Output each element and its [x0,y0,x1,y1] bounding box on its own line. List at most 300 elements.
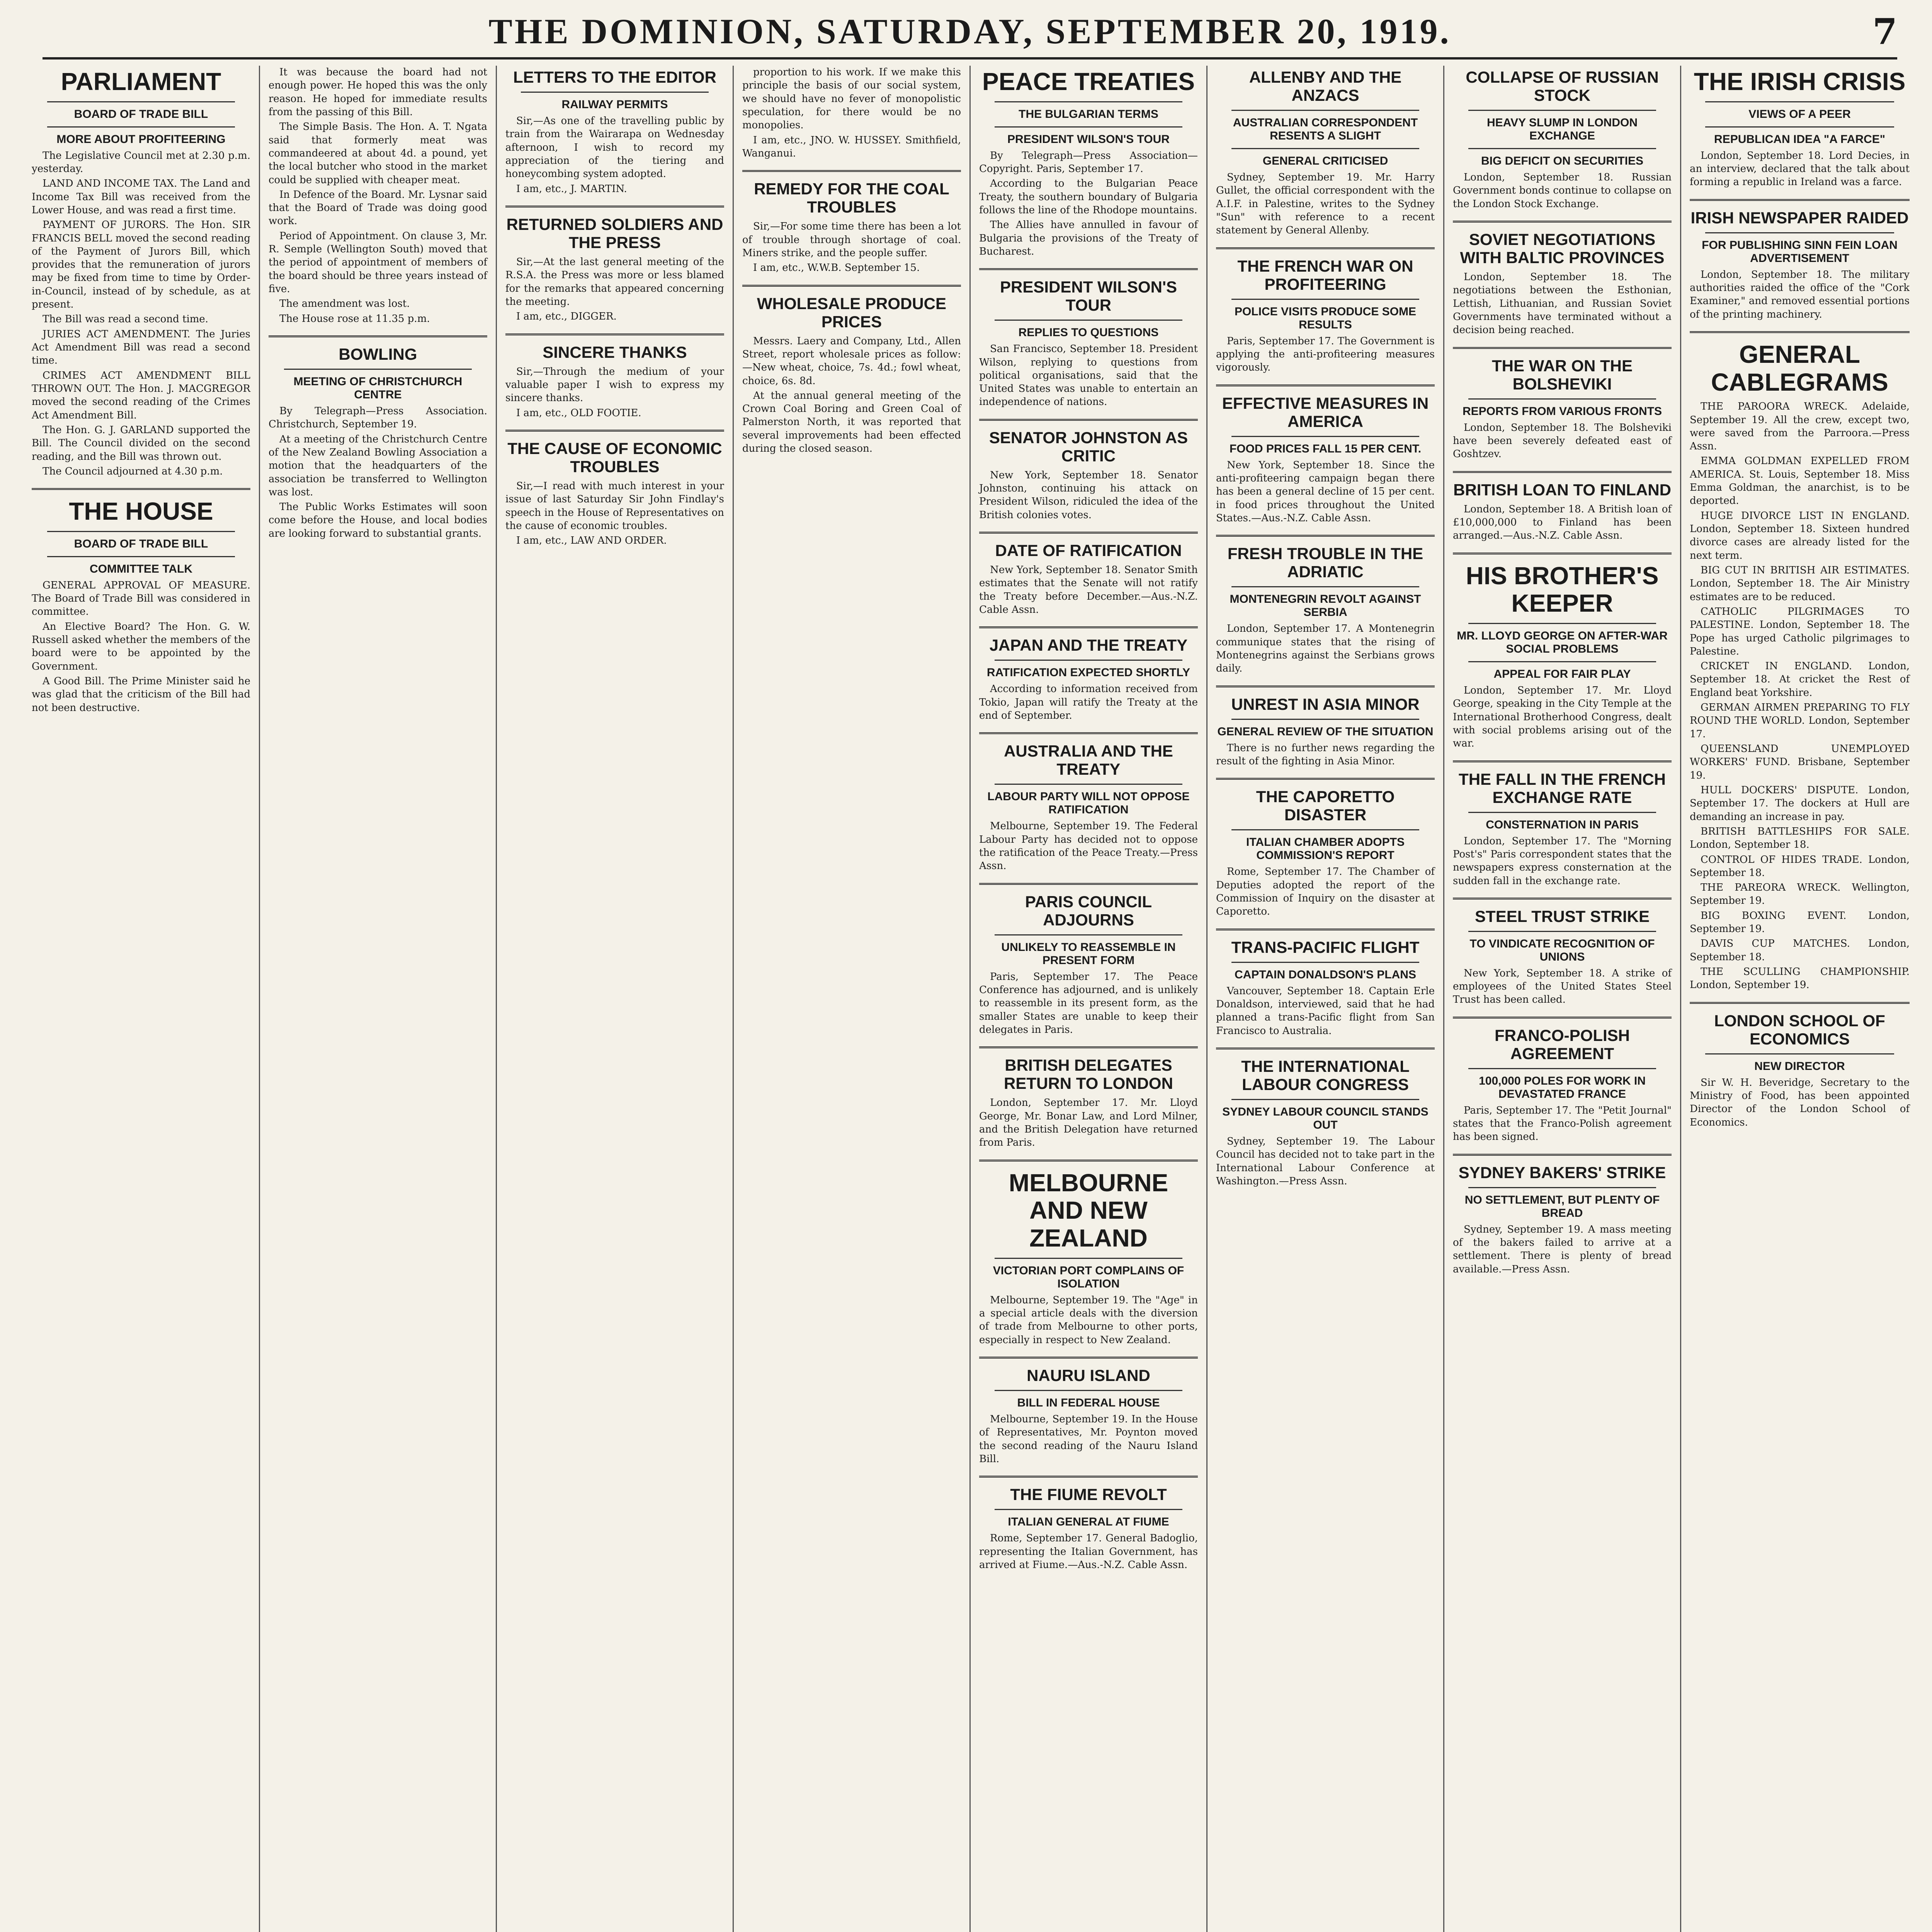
paragraph: New York, September 18. Senator Johnston, continuing his attack on President Wilson, ridiculed the idea of the British colonies votes. [979,469,1198,521]
article-headline: FRANCO-POLISH AGREEMENT [1495,1026,1630,1063]
headline-rule [1231,299,1419,300]
article-headline: FRESH TROUBLE IN THE ADRIATIC [1227,544,1423,581]
separator-rule [1453,553,1672,554]
article-subhead: HEAVY SLUMP IN LONDON EXCHANGE [1486,116,1638,143]
article-headline: STEEL TRUST STRIKE [1475,907,1650,925]
paragraph: London, September 18. Russian Government bonds continue to collapse on the London Stock Exchange. [1453,172,1672,210]
separator-rule [1453,221,1672,223]
headline-rule [284,369,472,370]
separator-rule [979,419,1198,421]
article-body [979,563,1198,616]
paragraph: QUEENSLAND UNEMPLOYED WORKERS' FUND. Brisbane, September 19. [1690,743,1910,781]
separator-rule [979,732,1198,734]
article-body [505,365,724,420]
paragraph: London, September 17. A Montenegrin communique states that the rising of Montenegrins against the Serbians grows daily. [1216,623,1435,675]
article-body [979,820,1198,872]
article-body [32,149,250,478]
paragraph: CONTROL OF HIDES TRADE. London, September 18. [1690,854,1910,879]
paragraph: New York, September 18. A strike of employees of the United States Steel Trust has been called. [1453,967,1672,1006]
paragraph: Sir,—Through the medium of your valuable paper I wish to express my sincere thanks. [505,366,724,404]
article-body [505,255,724,323]
headline-rule [47,101,235,102]
paragraph: I am, etc., LAW AND ORDER. [516,535,667,547]
article-body [1216,171,1435,237]
article [1216,1048,1435,1188]
paragraph: Sydney, September 19. A mass meeting of the bakers failed to arrive at a settlement. There is plenty of bread available.—Press Assn. [1453,1223,1672,1275]
headline-rule [47,126,235,128]
headline-rule [1231,719,1419,720]
article [979,532,1198,616]
article-subhead: POLICE VISITS PRODUCE SOME RESULTS [1234,305,1417,331]
article-subhead: MONTENEGRIN REVOLT AGAINST SERBIA [1230,593,1421,619]
headline-rule [995,1390,1182,1391]
article-headline: DATE OF RATIFICATION [995,541,1182,560]
paragraph: BRITISH BATTLESHIPS FOR SALE. London, September 18. [1690,825,1910,851]
article-headline: THE FIUME REVOLT [1010,1485,1167,1504]
column-8 [1681,66,1918,1932]
article-subhead: RAILWAY PERMITS [561,98,668,111]
article [1453,471,1672,543]
paragraph: There is no further news regarding the result of the fighting in Asia Minor. [1216,742,1435,767]
paragraph: London, September 17. The "Morning Post's" Paris correspondent states that the newspapers express consternation at the sudden fall in the exchange rate. [1453,835,1672,887]
paragraph: Sir,—For some time there has been a lot of trouble through shortage of coal. Miners strike, and the people suffer. [742,221,961,259]
separator-rule [979,1476,1198,1478]
article-headline: THE IRISH CRISIS [1694,68,1906,95]
paragraph: Paris, September 17. The "Petit Journal" states that the Franco-Polish agreement has been signed. [1453,1104,1672,1143]
column-5 [971,66,1208,1932]
paragraph: London, September 17. Mr. Lloyd George, speaking in the City Temple at the International Brotherhood Congress, dealt with social problems arising out of the war. [1453,684,1672,750]
article-body [1453,835,1672,888]
article-body [505,114,724,196]
headline-rule [995,101,1182,102]
separator-rule [742,170,961,172]
article [1453,1017,1672,1144]
column-4 [734,66,971,1932]
article-body [742,335,961,456]
separator-rule [1453,471,1672,473]
article [32,488,250,714]
paragraph: I am, etc., W.W.B. September 15. [753,262,920,274]
article [1216,778,1435,918]
paragraph: HULL DOCKERS' DISPUTE. London, September 17. The dockers at Hull are demanding an increase in pay. [1690,784,1910,823]
article-subhead: COMMITTEE TALK [89,562,193,575]
separator-rule [742,285,961,287]
article-headline: COLLAPSE OF RUSSIAN STOCK [1466,68,1659,105]
headline-rule [995,934,1182,935]
article [979,419,1198,522]
paragraph: London, September 17. Mr. Lloyd George, Mr. Bonar Law, and Lord Milner, and the British Delegation have returned from Paris. [979,1097,1198,1149]
article-headline: ALLENBY AND THE ANZACS [1249,68,1402,105]
separator-rule [32,488,250,490]
article-body [1453,503,1672,543]
headline-rule [47,531,235,532]
article-body [1216,459,1435,525]
article [979,68,1198,258]
paragraph: According to the Bulgarian Peace Treaty, the southern boundary of Bulgaria follows the line of the Rhodope mountains. [979,178,1198,216]
article-body [979,1096,1198,1149]
headline-rule [995,126,1182,128]
article [1453,68,1672,211]
article-body [979,149,1198,259]
paragraph: Sir,—As one of the travelling public by train from the Wairarapa on Wednesday afternoon, I wish to record my appreciation of the tiering and honeycombing system adopted. [505,115,724,180]
paragraph: By Telegraph—Press Association—Copyright. Paris, September 17. [979,150,1198,175]
paragraph: Sir,—I read with much interest in your issue of last Saturday Sir John Findlay's speech in the House of Representatives on the cause of economic troubles. [505,480,724,532]
article-body [505,480,724,548]
article-subhead: THE BULGARIAN TERMS [1019,107,1158,121]
article-subhead: FOOD PRICES FALL 15 PER CENT. [1229,442,1422,455]
article [505,333,724,420]
article-subhead: PRESIDENT WILSON'S TOUR [1007,133,1170,146]
article [979,1160,1198,1347]
paragraph: San Francisco, September 18. President Wilson, replying to questions from political organisations, said that the United States was unable to entertain an independence of nations. [979,343,1198,408]
article [979,883,1198,1037]
paragraph: HUGE DIVORCE LIST IN ENGLAND. London, September 18. Sixteen hundred divorce cases are already listed for the next term. [1690,510,1910,561]
separator-rule [979,1046,1198,1048]
paragraph: The Hon. G. J. GARLAND supported the Bill. The Council divided on the second reading, and the Bill was thrown out. [32,424,250,463]
article-subhead: REPORTS FROM VARIOUS FRONTS [1462,405,1662,418]
article-headline: THE CAPORETTO DISASTER [1256,787,1395,824]
paragraph: The amendment was lost. [279,298,410,310]
article-body [1216,742,1435,768]
article-body [1690,268,1910,321]
article-subhead: ITALIAN CHAMBER ADOPTS COMMISSION'S REPORT [1246,836,1405,862]
article-subhead: MORE ABOUT PROFITEERING [56,133,226,146]
column-1 [23,66,260,1932]
separator-rule [1453,1017,1672,1019]
page-number: 7 [1872,11,1897,53]
article-subhead: UNLIKELY TO REASSEMBLE IN PRESENT FORM [1001,940,1176,967]
separator-rule [505,430,724,432]
headline-rule [995,1509,1182,1510]
article-body [979,469,1198,522]
headline-rule [1231,962,1419,963]
paragraph: Vancouver, September 18. Captain Erle Donaldson, interviewed, said that he had planned a trans-Pacific flight from San Francisco to Australia. [1216,985,1435,1037]
separator-rule [505,333,724,335]
article [742,285,961,456]
article-body [1453,421,1672,461]
separator-rule [1690,331,1910,333]
article-body [1216,865,1435,918]
headline-rule [1468,931,1656,932]
paragraph: London, September 18. Lord Decies, in an interview, declared that the talk about forming a republic in Ireland was a farce. [1690,150,1910,188]
article-body [1690,400,1910,992]
article [979,1046,1198,1149]
separator-rule [1453,1154,1672,1156]
article [1216,685,1435,768]
paragraph: An Elective Board? The Hon. G. W. Russell asked whether the members of the board were to be appointed by the Government. [32,621,250,672]
separator-rule [979,268,1198,270]
article-body [979,970,1198,1037]
article [1453,898,1672,1007]
separator-rule [979,1160,1198,1162]
headline-rule [1705,101,1894,102]
article [1216,247,1435,374]
article [1690,199,1910,321]
separator-rule [979,532,1198,534]
paragraph: London, September 18. A British loan of £10,000,000 to Finland has been arranged.—Aus.-N.Z. Cable Assn. [1453,503,1672,542]
separator-rule [1453,898,1672,900]
article-body [269,66,487,325]
headline-rule [995,320,1182,321]
article-headline: JAPAN AND THE TREATY [989,636,1188,655]
separator-rule [505,206,724,207]
column-7 [1444,66,1681,1932]
headline-rule [1468,110,1656,111]
article-body [979,682,1198,722]
article-body [1216,622,1435,675]
paragraph: DAVIS CUP MATCHES. London, September 18. [1690,938,1910,963]
article-headline: BOWLING [338,345,417,363]
separator-rule [1216,535,1435,537]
paragraph: New York, September 18. Since the anti-profiteering campaign began there has been a general decline of 15 per cent. in food prices throughout the United States.—Aus.-N.Z. Cable Assn. [1216,459,1435,524]
separator-rule [1690,199,1910,201]
article [505,68,724,196]
separator-rule [1453,760,1672,762]
article-body [32,579,250,714]
article-body [742,220,961,274]
paragraph: The Allies have annulled in favour of Bulgaria the provisions of the Treaty of Bucharest. [979,219,1198,257]
article [1216,68,1435,237]
headline-rule [1231,586,1419,587]
article-subhead: MEETING OF CHRISTCHURCH CENTRE [293,375,463,401]
separator-rule [1690,1002,1910,1004]
article-body [1453,270,1672,337]
article-headline: LONDON SCHOOL OF ECONOMICS [1714,1011,1885,1048]
article [979,732,1198,872]
headline-rule [1705,126,1894,128]
separator-rule [1216,247,1435,249]
article [979,1476,1198,1571]
article-headline: MELBOURNE AND NEW ZEALAND [1009,1168,1168,1252]
paragraph: PAYMENT OF JURORS. The Hon. SIR FRANCIS BELL moved the second reading of the Payment of Jurors Bill, which provides that the remuneration of jurors may be fixed from time to time by Order-in-Council, instead of by schedule, as at present. [32,219,250,311]
article-body [1453,1223,1672,1276]
article-headline: THE CAUSE OF ECONOMIC TROUBLES [507,439,722,476]
article-headline: THE FALL IN THE FRENCH EXCHANGE RATE [1459,770,1666,806]
article-headline: THE INTERNATIONAL LABOUR CONGRESS [1241,1057,1410,1094]
separator-rule [979,883,1198,885]
article-subhead: VIEWS OF A PEER [1748,107,1851,121]
article-body [1453,967,1672,1007]
article-subhead: 100,000 POLES FOR WORK IN DEVASTATED FRANCE [1479,1074,1646,1100]
article [1453,553,1672,750]
article-subhead: APPEAL FOR FAIR PLAY [1493,667,1631,680]
article-headline: WHOLESALE PRODUCE PRICES [757,294,946,331]
article-headline: PARIS COUNCIL ADJOURNS [1025,892,1152,929]
paragraph: A Good Bill. The Prime Minister said he was glad that the criticism of the Bill had not been destructive. [32,675,250,714]
article-headline: SINCERE THANKS [543,343,687,361]
separator-rule [1216,778,1435,780]
article-subhead: BIG DEFICIT ON SECURITIES [1481,155,1644,168]
article [269,66,487,325]
paragraph: BIG CUT IN BRITISH AIR ESTIMATES. London, September 18. The Air Ministry estimates are to be reduced. [1690,564,1910,603]
paragraph: I am, etc., DIGGER. [516,311,617,323]
paragraph: Sydney, September 19. Mr. Harry Gullet, the official correspondent with the A.I.F. in Palestine, writes to the Sydney "Sun" with reference to a recent statement by General Allenby. [1216,172,1435,236]
headline-rule [1705,232,1894,233]
article-headline: REMEDY FOR THE COAL TROUBLES [754,180,949,216]
article-subhead: GENERAL CRITICISED [1262,155,1388,168]
headline-rule [1468,1187,1656,1188]
headline-rule [1468,1068,1656,1069]
article-subhead: ITALIAN GENERAL AT FIUME [1008,1515,1169,1529]
article [505,430,724,548]
article-subhead: VICTORIAN PORT COMPLAINS OF ISOLATION [993,1264,1184,1290]
article [1690,68,1910,189]
paragraph: Paris, September 17. The Government is applying the anti-profiteering measures vigorously. [1216,335,1435,374]
paragraph: Melbourne, September 19. In the House of Representatives, Mr. Poynton moved the second reading of the Nauru Island Bill. [979,1413,1198,1465]
paragraph: The Legislative Council met at 2.30 p.m. yesterday. [32,150,250,175]
separator-rule [1216,384,1435,386]
paragraph: CRIMES ACT AMENDMENT BILL THROWN OUT. The Hon. J. MACGREGOR moved the second reading of the Crimes Act Amendment Bill. [32,369,250,421]
separator-rule [1216,1048,1435,1049]
article-headline: AUSTRALIA AND THE TREATY [1004,742,1173,779]
article-subhead: AUSTRALIAN CORRESPONDENT RESENTS A SLIGHT [1233,116,1418,143]
article-headline: THE WAR ON THE BOLSHEVIKI [1492,356,1633,393]
paragraph: Messrs. Laery and Company, Ltd., Allen Street, report wholesale prices as follow:—New wheat, choice, 7s. 4d.; fowl wheat, choice, 6s. 8d. [742,335,961,387]
article-body [1216,985,1435,1037]
separator-rule [979,1357,1198,1359]
article [1453,221,1672,337]
separator-rule [1216,685,1435,687]
paragraph: BIG BOXING EVENT. London, September 19. [1690,910,1910,935]
masthead [43,11,1897,60]
headline-rule [1705,1053,1894,1054]
article-headline: RETURNED SOLDIERS AND THE PRESS [506,215,723,252]
headline-rule [1231,110,1419,111]
article [1216,384,1435,525]
separator-rule [1453,347,1672,349]
separator-rule [269,335,487,337]
article-subhead: NEW DIRECTOR [1754,1060,1845,1073]
paragraph: London, September 18. The negotiations between the Esthonian, Lettish, Lithuanian, and Russian Soviet Governments have terminated without a decision being reached. [1453,271,1672,336]
paragraph: London, September 18. The military authorities raided the office of the "Cork Examiner," and removed essential portions of the printing machinery. [1690,269,1910,320]
headline-rule [995,784,1182,785]
paragraph: Period of Appointment. On clause 3, Mr. R. Semple (Wellington South) moved that the period of appointment of members of the board should be three years instead of five. [269,230,487,295]
paragraph: CATHOLIC PILGRIMAGES TO PALESTINE. London, September 18. The Pope has urged Catholic pilgrimages to Palestine. [1690,605,1910,657]
article-headline: EFFECTIVE MEASURES IN AMERICA [1222,394,1429,430]
paragraph: THE PAREORA WRECK. Wellington, September 19. [1690,882,1910,907]
article-headline: PARLIAMENT [61,68,221,95]
article [32,68,250,478]
article [979,1357,1198,1466]
paragraph: The Public Works Estimates will soon come before the House, and local bodies are looking forward to substantial grants. [269,501,487,539]
article-headline: SENATOR JOHNSTON AS CRITIC [989,428,1188,465]
paragraph: THE SCULLING CHAMPIONSHIP. London, September 19. [1690,966,1910,991]
article-subhead: MR. LLOYD GEORGE ON AFTER-WAR SOCIAL PROBLEMS [1457,629,1668,655]
paragraph: The Simple Basis. The Hon. A. T. Ngata said that formerly meat was commandeered at about 4d. a pound, yet the local butcher who stood in the market could be supplied with cheaper meat. [269,121,487,186]
paragraph: EMMA GOLDMAN EXPELLED FROM AMERICA. St. Louis, September 18. Miss Emma Goldman, the anarchist, is to be deported. [1690,455,1910,507]
paragraph: LAND AND INCOME TAX. The Land and Income Tax Bill was received from the Lower House, and was read a first time. [32,178,250,216]
paragraph: In Defence of the Board. Mr. Lysnar said that the Board of Trade was doing good work. [269,189,487,227]
article-headline: UNREST IN ASIA MINOR [1231,695,1420,713]
headline-rule [1231,829,1419,830]
headline-rule [47,556,235,557]
article-body [979,342,1198,409]
article [505,206,724,323]
article-body [1690,149,1910,189]
paragraph: Sir,—At the last general meeting of the R.S.A. the Press was more or less blamed for the remarks that appeared concerning the meeting. [505,256,724,308]
article-body [1216,1135,1435,1188]
article [979,268,1198,409]
article [742,66,961,160]
paragraph: CRICKET IN ENGLAND. London, September 18. At cricket the Rest of England beat Yorkshire. [1690,660,1910,699]
article-body [1690,1076,1910,1129]
article [1453,1154,1672,1276]
headline-rule [1468,661,1656,662]
paragraph: At the annual general meeting of the Crown Coal Boring and Green Coal of Palmerston North, it was reported that several improvements had been effected during the closed season. [742,389,961,455]
article-subhead: BOARD OF TRADE BILL [74,537,208,550]
article [1690,1002,1910,1129]
article [269,335,487,540]
article-subhead: REPLIES TO QUESTIONS [1018,326,1159,339]
paragraph: It was because the board had not enough power. He hoped this was the only reason. He hoped for immediate results from the passing of this Bill. [269,66,487,118]
article-headline: BRITISH DELEGATES RETURN TO LONDON [1004,1056,1173,1093]
paragraph: I am, etc., OLD FOOTIE. [516,407,641,419]
headline-rule [1231,436,1419,437]
paragraph: At a meeting of the Christchurch Centre of the New Zealand Bowling Association a motion that the headquarters of the association be transferred to Wellington was lost. [269,433,487,498]
paragraph: By Telegraph—Press Association. Christchurch, September 19. [269,405,487,430]
paragraph: London, September 18. The Bolsheviki have been severely defeated east of Goshtzev. [1453,422,1672,460]
paragraph: The House rose at 11.35 p.m. [279,313,430,325]
article-subhead: REPUBLICAN IDEA "A FARCE" [1714,133,1885,146]
paragraph: According to information received from Tokio, Japan will ratify the Treaty at the end of September. [979,683,1198,722]
paragraph: Rome, September 17. The Chamber of Deputies adopted the report of the Commission of Inquiry on the disaster at Caporetto. [1216,866,1435,918]
article-subhead: BILL IN FEDERAL HOUSE [1017,1396,1160,1409]
article-subhead: NO SETTLEMENT, BUT PLENTY OF BREAD [1464,1193,1660,1219]
article-subhead: BOARD OF TRADE BILL [74,107,208,121]
article-headline: NAURU ISLAND [1027,1366,1150,1384]
article-subhead: CONSTERNATION IN PARIS [1486,818,1639,831]
column-2 [260,66,497,1932]
article-subhead: FOR PUBLISHING SINN FEIN LOAN ADVERTISEMENT [1702,238,1898,265]
article [742,170,961,274]
article-subhead: TO VINDICATE RECOGNITION OF UNIONS [1469,937,1655,963]
article-subhead: CAPTAIN DONALDSON'S PLANS [1235,968,1416,981]
headline-rule [1468,148,1656,149]
paragraph: GERMAN AIRMEN PREPARING TO FLY ROUND THE WORLD. London, September 17. [1690,702,1910,740]
headline-rule [995,660,1182,661]
article-headline: THE FRENCH WAR ON PROFITEERING [1237,257,1413,293]
paragraph: The Council adjourned at 4.30 p.m. [43,465,223,477]
article-subhead: GENERAL REVIEW OF THE SITUATION [1217,725,1434,738]
paragraph: New York, September 18. Senator Smith estimates that the Senate will not ratify the Treaty before December.—Aus.-N.Z. Cable Assn. [979,564,1198,616]
article-body [269,405,487,540]
article-body [1453,171,1672,211]
paragraph: Rome, September 17. General Badoglio, representing the Italian Government, has arrived at Fiume.—Aus.-N.Z. Cable Assn. [979,1532,1198,1571]
article-body [979,1294,1198,1347]
headline-rule [1231,1099,1419,1100]
article-body [1453,1104,1672,1144]
article-body [979,1532,1198,1571]
paragraph: I am, etc., JNO. W. HUSSEY. Smithfield, Wanganui. [742,134,961,159]
article-subhead: LABOUR PARTY WILL NOT OPPOSE RATIFICATION [987,790,1190,816]
paragraph: I am, etc., J. MARTIN. [516,183,627,195]
headline-rule [995,1258,1182,1259]
separator-rule [1216,929,1435,930]
article [1690,331,1910,992]
article-headline: GENERAL CABLEGRAMS [1711,340,1888,396]
paragraph: Melbourne, September 19. The Federal Labour Party has decided not to oppose the ratification of the Peace Treaty.—Press Assn. [979,820,1198,872]
paragraph: proportion to his work. If we make this principle the basis of our social system, we should have no fever of monopolistic speculation, for there would be no monopolies. [742,66,961,131]
article-headline: BRITISH LOAN TO FINLAND [1453,480,1671,499]
paragraph: Sydney, September 19. The Labour Council has decided not to take part in the International Labour Conference at Washington.—Press Assn. [1216,1135,1435,1187]
article-subhead: SYDNEY LABOUR COUNCIL STANDS OUT [1222,1105,1429,1131]
paragraph: GENERAL APPROVAL OF MEASURE. The Board of Trade Bill was considered in committee. [32,579,250,618]
article-headline: LETTERS TO THE EDITOR [513,68,716,86]
article-body [979,1413,1198,1466]
article-headline: PRESIDENT WILSON'S TOUR [1000,278,1177,315]
paragraph: Sir W. H. Beveridge, Secretary to the Ministry of Food, has been appointed Director of the London School of Economics. [1690,1077,1910,1128]
article [1216,929,1435,1037]
